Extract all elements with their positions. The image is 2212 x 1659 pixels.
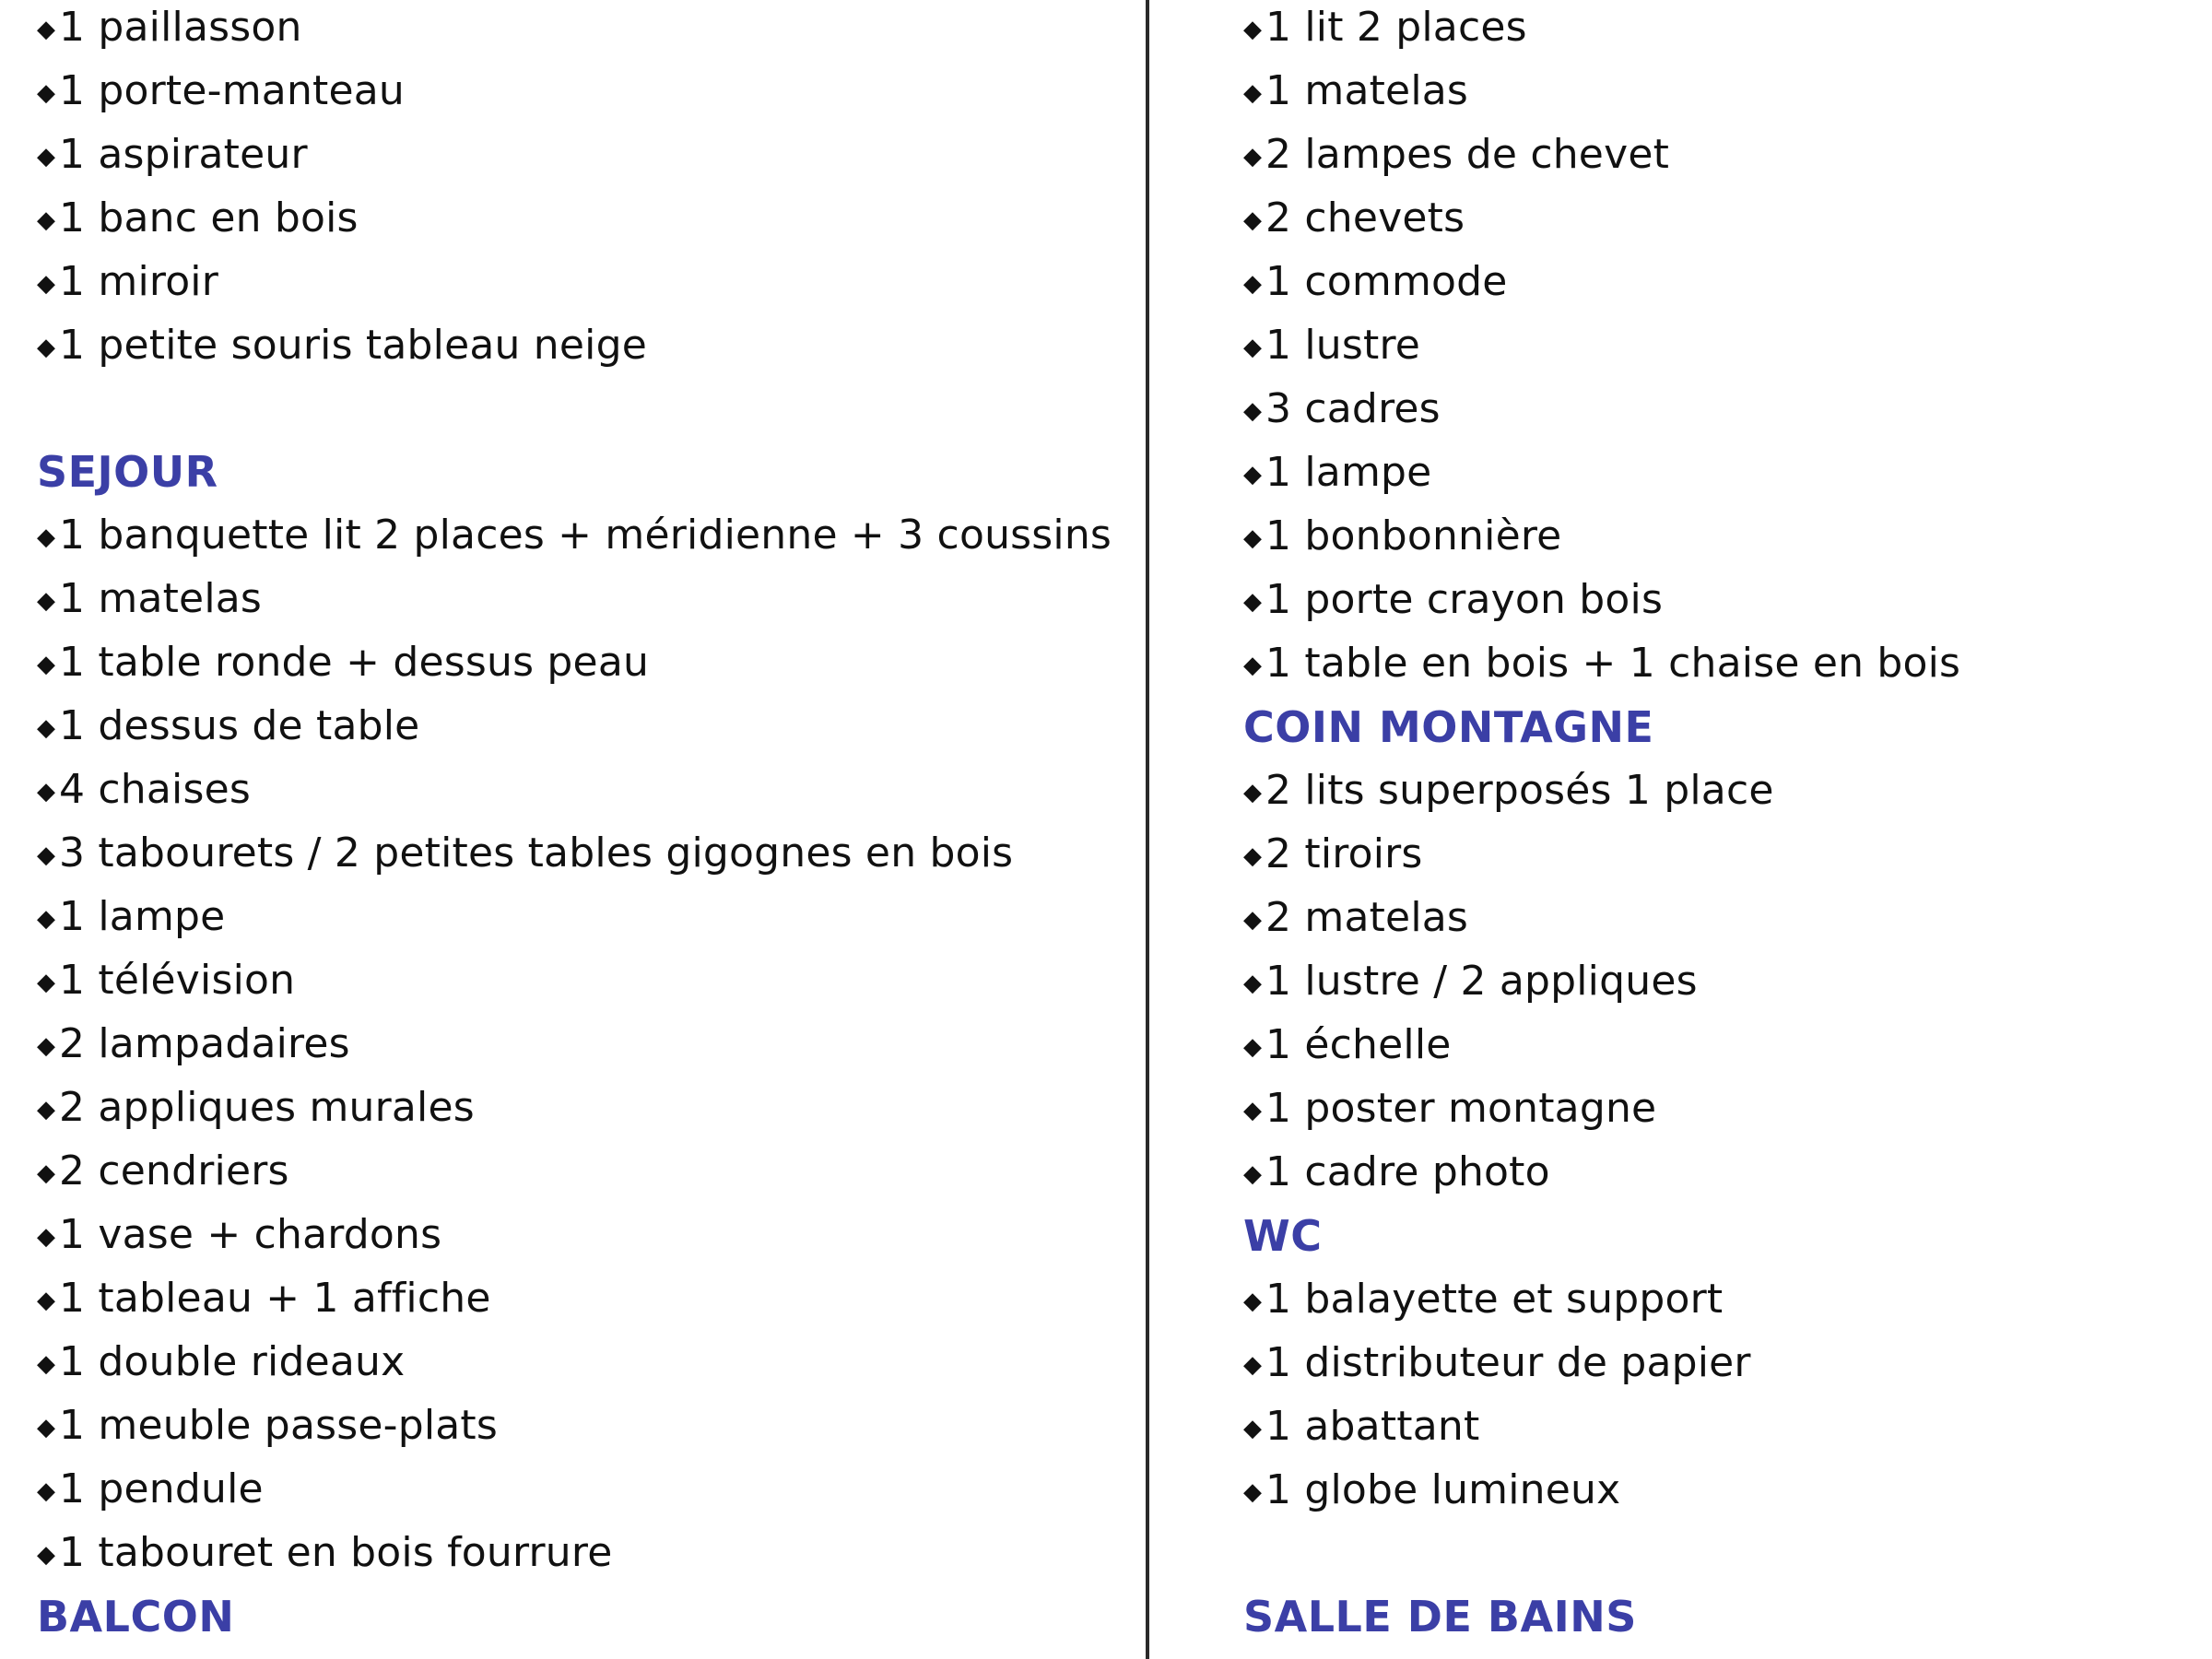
list-item-text: 1 matelas — [59, 575, 263, 622]
list-item-text: 1 porte-manteau — [59, 67, 406, 114]
diamond-bullet-icon: ◆ — [1243, 842, 1263, 870]
list-item — [1243, 1399, 1479, 1454]
list-item — [37, 254, 218, 310]
list-item — [1243, 1335, 1751, 1391]
list-item-text: 1 poster montagne — [1265, 1085, 1657, 1132]
list-item — [37, 0, 302, 55]
list-item — [1243, 636, 1960, 691]
diamond-bullet-icon: ◆ — [1243, 524, 1263, 552]
list-item-text: 1 bonbonnière — [1265, 512, 1562, 559]
list-item — [1243, 254, 1508, 310]
diamond-bullet-icon: ◆ — [37, 1541, 56, 1569]
list-item — [1243, 763, 1774, 818]
list-item-text: 2 lampadaires — [59, 1020, 350, 1067]
diamond-bullet-icon: ◆ — [1243, 461, 1263, 488]
diamond-bullet-icon: ◆ — [1243, 652, 1263, 679]
list-item — [1243, 1018, 1452, 1073]
diamond-bullet-icon: ◆ — [1243, 1097, 1263, 1124]
diamond-bullet-icon: ◆ — [37, 841, 56, 869]
diamond-bullet-icon: ◆ — [1243, 1033, 1263, 1061]
diamond-bullet-icon: ◆ — [37, 524, 56, 551]
list-item — [37, 762, 251, 818]
diamond-bullet-icon: ◆ — [1243, 397, 1263, 425]
list-item-text: 1 miroir — [59, 258, 219, 305]
list-item — [37, 1080, 475, 1135]
list-item-text: 1 double rideaux — [59, 1338, 406, 1385]
section-heading-wc: WC — [1243, 1211, 1323, 1261]
column-divider — [1146, 0, 1149, 1659]
diamond-bullet-icon: ◆ — [1243, 79, 1263, 107]
list-item-text: 1 petite souris tableau neige — [59, 322, 647, 369]
list-item — [37, 1144, 289, 1199]
list-item-text: 1 lampe — [59, 893, 226, 940]
list-item-text: 1 porte crayon bois — [1265, 576, 1664, 623]
section-heading-salle-de-bains: SALLE DE BAINS — [1243, 1592, 1637, 1641]
list-item-text: 1 abattant — [1265, 1403, 1480, 1450]
list-item-text: 1 vase + chardons — [59, 1211, 442, 1258]
list-item-text: 2 matelas — [1265, 894, 1469, 941]
list-item — [37, 699, 419, 754]
list-item — [1243, 0, 1527, 55]
diamond-bullet-icon: ◆ — [37, 1287, 56, 1314]
list-item-text: 1 globe lumineux — [1265, 1466, 1621, 1513]
list-item — [1243, 1272, 1723, 1327]
list-item-text: 1 dessus de table — [59, 702, 420, 749]
list-item — [37, 635, 649, 690]
list-item-text: 2 cendriers — [59, 1147, 289, 1194]
diamond-bullet-icon: ◆ — [1243, 1351, 1263, 1379]
list-item — [1243, 1145, 1550, 1200]
list-item-text: 3 tabourets / 2 petites tables gigognes en bois — [59, 830, 1014, 877]
list-item — [1243, 509, 1561, 564]
list-item-text: 1 paillasson — [59, 4, 302, 51]
diamond-bullet-icon: ◆ — [37, 1159, 56, 1187]
list-item — [1243, 191, 1465, 246]
list-item — [37, 1398, 498, 1453]
diamond-bullet-icon: ◆ — [37, 1414, 56, 1441]
list-item — [37, 508, 1112, 563]
diamond-bullet-icon: ◆ — [1243, 970, 1263, 997]
diamond-bullet-icon: ◆ — [1243, 1415, 1263, 1442]
diamond-bullet-icon: ◆ — [1243, 143, 1263, 171]
diamond-bullet-icon: ◆ — [1243, 1160, 1263, 1188]
list-item — [37, 191, 359, 246]
diamond-bullet-icon: ◆ — [1243, 16, 1263, 43]
diamond-bullet-icon: ◆ — [37, 714, 56, 742]
list-item-text: 1 meuble passe-plats — [59, 1402, 498, 1449]
diamond-bullet-icon: ◆ — [37, 587, 56, 615]
list-item-text: 1 table en bois + 1 chaise en bois — [1265, 640, 1961, 687]
diamond-bullet-icon: ◆ — [1243, 588, 1263, 616]
list-item — [1243, 382, 1441, 437]
list-item-text: 4 chaises — [59, 766, 251, 813]
list-item-text: 2 tiroirs — [1265, 830, 1423, 877]
list-item — [37, 953, 295, 1008]
list-item-text: 1 banquette lit 2 places + méridienne + 3 coussins — [59, 512, 1112, 559]
diamond-bullet-icon: ◆ — [1243, 206, 1263, 234]
list-item — [1243, 318, 1420, 373]
diamond-bullet-icon: ◆ — [37, 1350, 56, 1378]
list-item-text: 1 balayette et support — [1265, 1276, 1724, 1323]
list-item-text: 1 télévision — [59, 957, 296, 1004]
list-item-text: 1 pendule — [59, 1465, 264, 1512]
list-item — [1243, 1081, 1656, 1136]
list-item — [1243, 127, 1669, 182]
list-item-text: 2 chevets — [1265, 194, 1465, 241]
list-item-text: 1 tableau + 1 affiche — [59, 1275, 491, 1322]
diamond-bullet-icon: ◆ — [1243, 906, 1263, 934]
list-item — [1243, 445, 1431, 500]
list-item — [37, 826, 1013, 881]
list-item — [37, 1017, 350, 1072]
list-item-text: 1 banc en bois — [59, 194, 359, 241]
list-item-text: 1 aspirateur — [59, 131, 308, 178]
list-item — [37, 1525, 612, 1581]
diamond-bullet-icon: ◆ — [1243, 779, 1263, 806]
list-item-text: 1 lustre — [1265, 322, 1421, 369]
list-item-text: 1 lit 2 places — [1265, 4, 1527, 51]
list-item-text: 1 cadre photo — [1265, 1148, 1550, 1195]
diamond-bullet-icon: ◆ — [37, 206, 56, 234]
list-item — [37, 127, 308, 182]
diamond-bullet-icon: ◆ — [1243, 270, 1263, 298]
list-item — [37, 889, 225, 945]
list-item — [1243, 64, 1468, 119]
list-item-text: 2 appliques murales — [59, 1084, 475, 1131]
diamond-bullet-icon: ◆ — [1243, 334, 1263, 361]
list-item-text: 2 lits superposés 1 place — [1265, 767, 1774, 814]
diamond-bullet-icon: ◆ — [37, 334, 56, 361]
list-item — [1243, 1463, 1620, 1518]
list-item-text: 1 lampe — [1265, 449, 1432, 496]
diamond-bullet-icon: ◆ — [37, 79, 56, 107]
list-item-text: 1 distributeur de papier — [1265, 1339, 1751, 1386]
list-item — [1243, 827, 1423, 882]
diamond-bullet-icon: ◆ — [37, 1223, 56, 1251]
list-item-text: 1 matelas — [1265, 67, 1469, 114]
list-item — [1243, 890, 1468, 946]
list-item — [37, 1335, 405, 1390]
diamond-bullet-icon: ◆ — [37, 778, 56, 806]
list-item — [37, 64, 405, 119]
list-item — [37, 1462, 264, 1517]
diamond-bullet-icon: ◆ — [1243, 1478, 1263, 1506]
diamond-bullet-icon: ◆ — [37, 16, 56, 43]
section-heading-coin-montagne: COIN MONTAGNE — [1243, 702, 1654, 752]
list-item — [37, 318, 647, 373]
diamond-bullet-icon: ◆ — [37, 969, 56, 996]
diamond-bullet-icon: ◆ — [37, 1096, 56, 1124]
list-item-text: 3 cadres — [1265, 385, 1441, 432]
list-item — [1243, 572, 1663, 628]
diamond-bullet-icon: ◆ — [37, 905, 56, 933]
diamond-bullet-icon: ◆ — [37, 143, 56, 171]
list-item-text: 1 tabouret en bois fourrure — [59, 1529, 613, 1576]
diamond-bullet-icon: ◆ — [37, 1032, 56, 1060]
diamond-bullet-icon: ◆ — [37, 651, 56, 678]
section-heading-sejour: SEJOUR — [37, 447, 218, 497]
list-item-text: 2 lampes de chevet — [1265, 131, 1670, 178]
section-heading-balcon: BALCON — [37, 1592, 235, 1641]
diamond-bullet-icon: ◆ — [37, 1477, 56, 1505]
diamond-bullet-icon: ◆ — [1243, 1288, 1263, 1315]
list-item-text: 1 table ronde + dessus peau — [59, 639, 650, 686]
list-item — [37, 1207, 441, 1263]
diamond-bullet-icon: ◆ — [37, 270, 56, 298]
list-item — [37, 1271, 491, 1326]
list-item — [1243, 954, 1698, 1009]
list-item — [37, 571, 262, 627]
list-item-text: 1 échelle — [1265, 1021, 1452, 1068]
list-item-text: 1 commode — [1265, 258, 1508, 305]
list-item-text: 1 lustre / 2 appliques — [1265, 958, 1698, 1005]
